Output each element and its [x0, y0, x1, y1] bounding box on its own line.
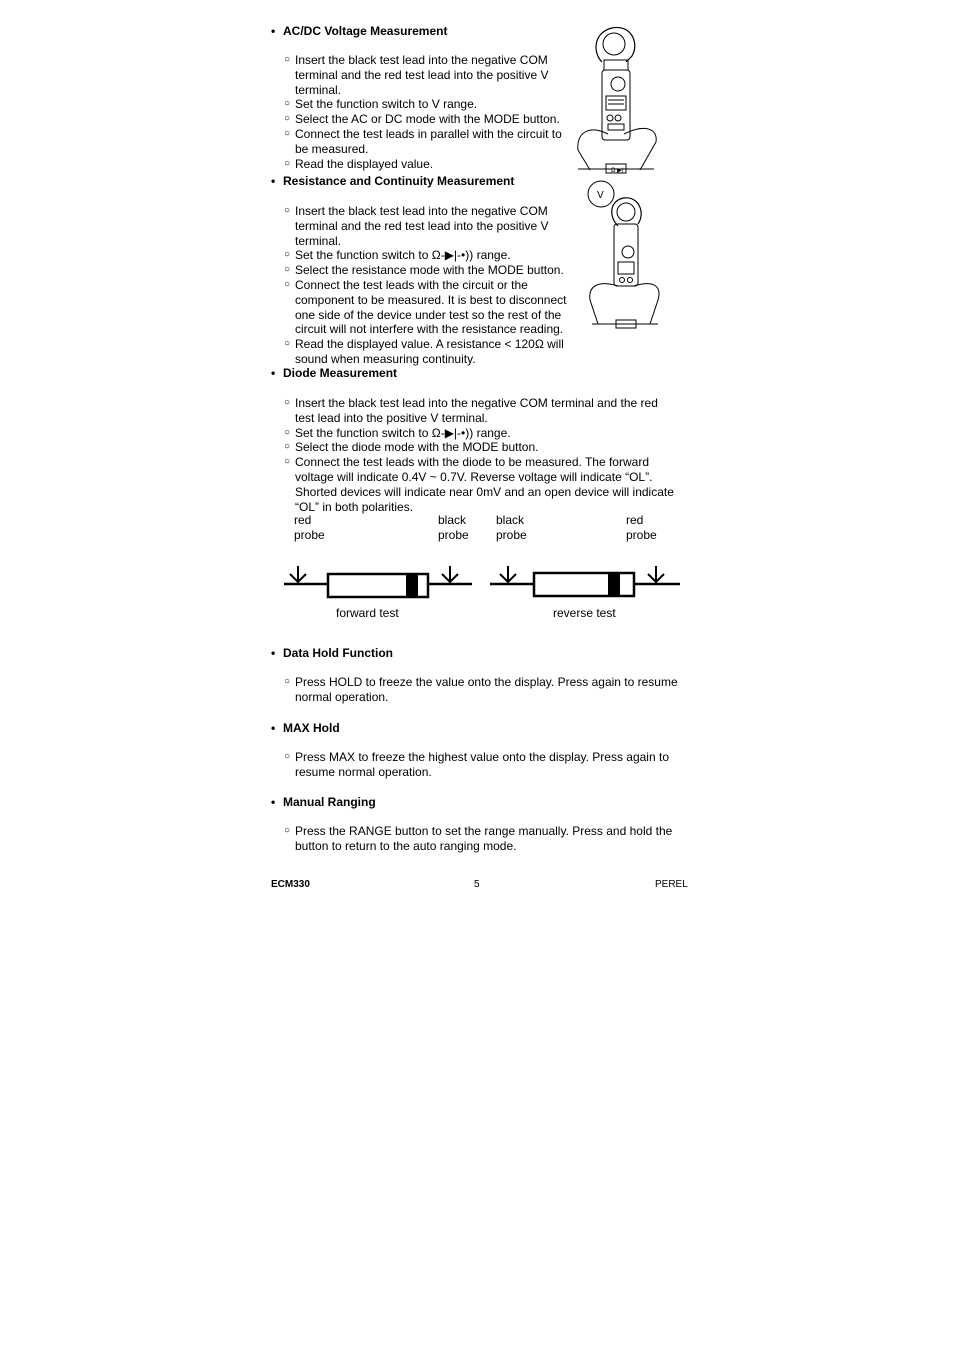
label-line: red: [626, 513, 644, 527]
heading-acdc: • AC/DC Voltage Measurement: [271, 24, 448, 38]
forward-test-caption: forward test: [336, 606, 399, 620]
list-item: ○ Read the displayed value. A resistance < 120Ω will sound when measuring continuity.: [284, 337, 579, 367]
heading-resistance-text: Resistance and Continuity Measurement: [283, 174, 515, 188]
list-item: ○ Connect the test leads with the circuit or the component to be measured. It is best to disconnect one side of the device under test so the rest of the circuit will not interfere with the resistance reading.: [284, 278, 579, 337]
heading-acdc-text: AC/DC Voltage Measurement: [283, 24, 448, 38]
list-item: ○ Set the function switch to Ω-▶|-•)) range.: [284, 426, 680, 441]
footer-brand: PEREL: [655, 879, 688, 890]
heading-data-hold-text: Data Hold Function: [283, 646, 393, 660]
heading-manual-ranging: • Manual Ranging: [271, 795, 376, 809]
selector-symbol: Ω ▶|: [611, 168, 624, 174]
list-item: ○ Connect the test leads in parallel with the circuit to be measured.: [284, 127, 569, 157]
diode-test-diagram: [282, 562, 682, 604]
list-item: ○ Press the RANGE button to set the range manually. Press and hold the button to return to the auto ranging mode.: [284, 824, 680, 854]
heading-resistance: • Resistance and Continuity Measurement: [271, 174, 515, 188]
reverse-left-probe-arrow: [500, 566, 516, 582]
clamp-meter-illustration-voltage: [574, 24, 664, 174]
reverse-test-caption: reverse test: [553, 606, 616, 620]
list-item: ○ Insert the black test lead into the negative COM terminal and the red test lead into the positive V terminal.: [284, 396, 680, 426]
list-item: ○ Read the displayed value.: [284, 157, 569, 172]
list-item: ○ Press HOLD to freeze the value onto the display. Press again to resume normal operation.: [284, 675, 680, 705]
list-item: ○ Connect the test leads with the diode to be measured. The forward voltage will indicate 0.4V ~ 0.7V. Reverse voltage will indicate “OL”. Shorted devices will indicate near 0mV and an open device will indicate “OL” in both polarities.: [284, 455, 680, 514]
forward-diode-band: [406, 575, 418, 596]
reverse-diode-band: [608, 574, 620, 595]
forward-right-label: [438, 513, 469, 543]
heading-data-hold: • Data Hold Function: [271, 646, 393, 660]
reverse-right-label: [626, 513, 657, 543]
list-item: ○ Press MAX to freeze the highest value onto the display. Press again to resume normal operation.: [284, 750, 680, 780]
list-item: ○ Select the resistance mode with the MODE button.: [284, 263, 579, 278]
footer-model: ECM330: [271, 879, 310, 890]
heading-max-hold: • MAX Hold: [271, 721, 340, 735]
list-data-hold: [284, 675, 680, 705]
label-line: red: [294, 513, 312, 527]
label-line: black: [496, 513, 525, 527]
heading-manual-ranging-text: Manual Ranging: [283, 795, 376, 809]
list-acdc: [284, 53, 569, 171]
list-item: ○ Select the diode mode with the MODE button.: [284, 440, 680, 455]
list-resistance: [284, 204, 579, 367]
label-line: probe: [496, 528, 527, 542]
reverse-right-probe-arrow: [648, 566, 664, 582]
list-item: ○ Set the function switch to V range.: [284, 97, 569, 112]
heading-diode-text: Diode Measurement: [283, 366, 398, 380]
label-line: black: [438, 513, 467, 527]
list-manual-ranging: [284, 824, 680, 854]
forward-left-label: [294, 513, 325, 543]
label-line: probe: [438, 528, 469, 542]
forward-left-probe-arrow: [290, 566, 306, 582]
heading-max-hold-text: MAX Hold: [283, 721, 340, 735]
label-line: probe: [294, 528, 325, 542]
list-item: ○ Insert the black test lead into the negative COM terminal and the red test lead into the positive V terminal.: [284, 204, 579, 248]
list-max-hold: [284, 750, 680, 780]
label-line: probe: [626, 528, 657, 542]
reverse-left-label: [496, 513, 527, 543]
list-item: ○ Insert the black test lead into the negative COM terminal and the red test lead into the positive V terminal.: [284, 53, 569, 97]
forward-right-probe-arrow: [442, 566, 458, 582]
clamp-meter-illustration-resistance: [584, 180, 664, 330]
heading-diode: • Diode Measurement: [271, 366, 398, 380]
v-label: V: [597, 190, 604, 201]
list-item: ○ Set the function switch to Ω-▶|-•)) range.: [284, 248, 579, 263]
footer-page-number: 5: [474, 879, 480, 890]
list-item: ○ Select the AC or DC mode with the MODE button.: [284, 112, 569, 127]
list-diode: [284, 396, 680, 514]
